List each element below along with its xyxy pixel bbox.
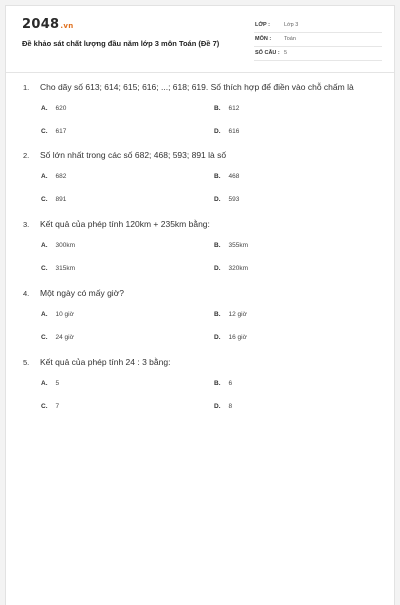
meta-count-label: SỐ CÂU : — [255, 50, 280, 56]
option-value: 355km — [228, 242, 249, 249]
option-value: 320km — [228, 265, 249, 272]
option-value: 682 — [55, 173, 67, 180]
option-label: A. — [41, 173, 48, 180]
question-text: Số lớn nhất trong các số 682; 468; 593; 891 là số — [40, 150, 227, 160]
option-b[interactable] — [214, 105, 239, 112]
option-d[interactable] — [214, 265, 248, 272]
question-number: 1. — [23, 83, 30, 92]
option-value: 10 giờ — [55, 311, 74, 318]
worksheet — [5, 5, 395, 605]
question-text: Kết quả của phép tính 24 : 3 bằng: — [40, 357, 171, 367]
option-label: A. — [41, 311, 48, 318]
meta-question-count — [254, 47, 382, 61]
page-title: Đề khảo sát chất lượng đầu năm lớp 3 môn Toán (Đề 7) — [22, 39, 220, 48]
option-value: 616 — [228, 128, 240, 135]
option-a[interactable] — [41, 105, 66, 112]
option-value: 300km — [55, 242, 76, 249]
option-a[interactable] — [41, 311, 74, 318]
option-c[interactable] — [41, 334, 74, 341]
option-d[interactable] — [214, 128, 239, 135]
option-value: 891 — [55, 196, 67, 203]
option-b[interactable] — [214, 380, 232, 387]
question-text: Một ngày có mấy giờ? — [40, 288, 124, 298]
option-label: A. — [41, 242, 48, 249]
option-a[interactable] — [41, 242, 75, 249]
question-text: Kết quả của phép tính 120km + 235km bằng: — [40, 219, 210, 229]
option-label: C. — [41, 196, 48, 203]
option-value: 315km — [55, 265, 76, 272]
option-label: B. — [214, 173, 221, 180]
option-label: D. — [214, 196, 221, 203]
meta-subject-label: MÔN : — [255, 36, 272, 42]
site-logo[interactable] — [22, 17, 74, 32]
option-label: C. — [41, 403, 48, 410]
option-d[interactable] — [214, 403, 232, 410]
question-number: 3. — [23, 220, 30, 229]
option-value: 612 — [228, 105, 240, 112]
meta-class-value: Lớp 3 — [284, 22, 299, 28]
question-text: Cho dãy số 613; 614; 615; 616; ...; 618; 619. Số thích hợp để điền vào chỗ chấm là — [40, 82, 354, 92]
option-value: 12 giờ — [228, 311, 247, 318]
option-d[interactable] — [214, 334, 247, 341]
meta-subject — [254, 33, 382, 47]
option-c[interactable] — [41, 403, 59, 410]
meta-subject-value: Toán — [284, 36, 296, 42]
option-value: 24 giờ — [55, 334, 74, 341]
option-label: D. — [214, 265, 221, 272]
option-label: A. — [41, 380, 48, 387]
option-value: 620 — [55, 105, 67, 112]
option-c[interactable] — [41, 265, 75, 272]
option-label: B. — [214, 105, 221, 112]
option-b[interactable] — [214, 311, 247, 318]
option-label: B. — [214, 242, 221, 249]
option-value: 617 — [55, 128, 67, 135]
option-label: D. — [214, 128, 221, 135]
question-number: 5. — [23, 358, 30, 367]
option-b[interactable] — [214, 242, 248, 249]
option-a[interactable] — [41, 173, 66, 180]
option-b[interactable] — [214, 173, 239, 180]
option-label: B. — [214, 380, 221, 387]
option-label: A. — [41, 105, 48, 112]
option-label: C. — [41, 334, 48, 341]
option-a[interactable] — [41, 380, 59, 387]
option-c[interactable] — [41, 196, 66, 203]
option-value: 16 giờ — [228, 334, 247, 341]
option-c[interactable] — [41, 128, 66, 135]
option-label: D. — [214, 403, 221, 410]
meta-class — [254, 19, 382, 33]
option-label: C. — [41, 265, 48, 272]
option-label: B. — [214, 311, 221, 318]
option-value: 5 — [55, 380, 60, 387]
option-label: C. — [41, 128, 48, 135]
option-label: D. — [214, 334, 221, 341]
question-number: 4. — [23, 289, 30, 298]
option-value: 593 — [228, 196, 240, 203]
question-number: 2. — [23, 151, 30, 160]
logo-suffix: .vn — [60, 22, 74, 30]
header-divider — [6, 72, 394, 73]
logo-main: 2048 — [22, 17, 60, 32]
meta-class-label: LỚP : — [255, 22, 270, 28]
option-value: 468 — [228, 173, 240, 180]
option-value: 6 — [228, 380, 233, 387]
option-value: 7 — [55, 403, 60, 410]
option-d[interactable] — [214, 196, 239, 203]
option-value: 8 — [228, 403, 233, 410]
meta-count-value: 5 — [284, 50, 288, 56]
worksheet-header — [6, 6, 394, 72]
